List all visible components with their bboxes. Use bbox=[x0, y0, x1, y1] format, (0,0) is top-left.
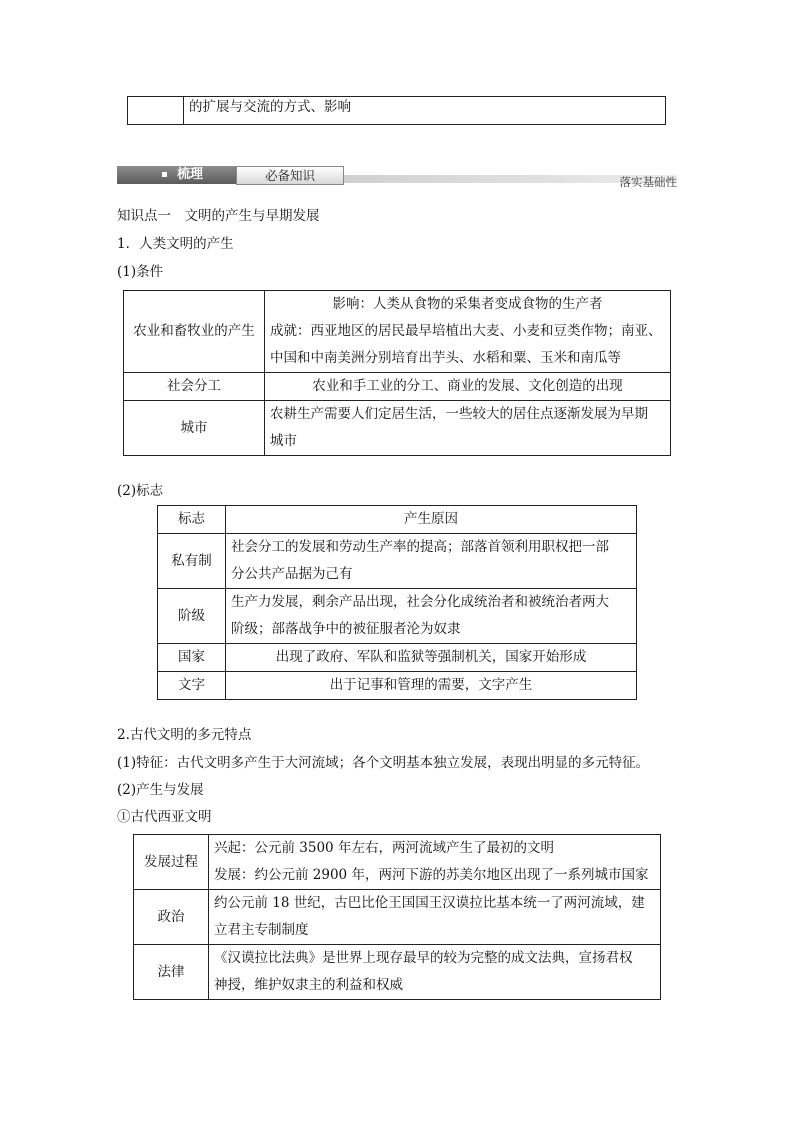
table-cell-label: 城市 bbox=[124, 401, 265, 456]
conditions-table bbox=[123, 290, 671, 456]
table-row bbox=[124, 401, 671, 456]
table-row bbox=[134, 890, 661, 945]
table-cell-content bbox=[209, 835, 661, 890]
content-line: 《汉谟拉比法典》是世界上现存最早的较为完整的成文法典，宣扬君权 bbox=[214, 950, 633, 966]
table-cell-label: 发展过程 bbox=[134, 835, 209, 890]
banner-dark-label: 梳理 bbox=[177, 167, 204, 182]
banner-right-label: 落实基础性 bbox=[619, 175, 677, 189]
table-row bbox=[124, 291, 671, 373]
table-cell-label: 社会分工 bbox=[124, 373, 265, 401]
top-table-right-cell: 的扩展与交流的方式、影响 bbox=[184, 97, 666, 125]
west-asia-label: ①古代西亚文明 bbox=[117, 809, 212, 825]
content-line: 分公共产品据为己有 bbox=[231, 566, 353, 582]
table-row bbox=[158, 534, 637, 589]
table-header-cell: 标志 bbox=[158, 506, 226, 534]
content-line: 城市 bbox=[270, 433, 297, 449]
table-cell-label: 私有制 bbox=[158, 534, 226, 589]
content-line: 成就：西亚地区的居民最早培植出大麦、小麦和豆类作物；南亚、 bbox=[270, 323, 662, 339]
table-cell-label: 阶级 bbox=[158, 589, 226, 644]
table-cell-content: 出于记事和管理的需要，文字产生 bbox=[226, 672, 637, 700]
content-line: 农耕生产需要人们定居生活，一些较大的居住点逐渐发展为早期 bbox=[270, 406, 648, 422]
square-bullet-icon bbox=[162, 172, 167, 177]
table-cell-content bbox=[265, 291, 671, 373]
sign-label: (2)标志 bbox=[117, 483, 164, 499]
content-line: 立君主专制制度 bbox=[214, 922, 309, 938]
content-line: 影响：人类从食物的采集者变成食物的生产者 bbox=[332, 296, 603, 312]
condition-label: (1)条件 bbox=[117, 264, 164, 280]
content-line: 兴起：公元前 3500 年左右，两河流域产生了最初的文明 bbox=[214, 840, 554, 856]
table-header-cell: 产生原因 bbox=[226, 506, 637, 534]
content-line: 阶级；部落战争中的被征服者沦为奴隶 bbox=[231, 621, 461, 637]
table-cell-label: 文字 bbox=[158, 672, 226, 700]
content-line: 中国和中南美洲分别培育出芋头、水稻和粟、玉米和南瓜等 bbox=[270, 350, 621, 366]
content-line: 约公元前 18 世纪，古巴比伦王国国王汉谟拉比基本统一了两河流域，建 bbox=[214, 895, 645, 911]
table-row bbox=[158, 589, 637, 644]
content-line: 神授，维护奴隶主的利益和权威 bbox=[214, 977, 403, 993]
table-cell-label: 农业和畜牧业的产生 bbox=[124, 291, 265, 373]
table-row bbox=[128, 97, 666, 125]
develop-label: (2)产生与发展 bbox=[117, 782, 204, 798]
section-banner bbox=[117, 148, 677, 190]
top-table-left-cell bbox=[128, 97, 184, 125]
table-cell-content bbox=[226, 589, 637, 644]
table-cell-label: 国家 bbox=[158, 644, 226, 672]
section-heading: 知识点一 文明的产生与早期发展 bbox=[117, 208, 320, 224]
table-cell-content bbox=[209, 945, 661, 1000]
subheading-2: 2.古代文明的多元特点 bbox=[117, 727, 252, 743]
table-cell-label: 法律 bbox=[134, 945, 209, 1000]
table-cell-content: 出现了政府、军队和监狱等强制机关，国家开始形成 bbox=[226, 644, 637, 672]
table-row bbox=[124, 373, 671, 401]
content-line: 生产力发展，剩余产品出现，社会分化成统治者和被统治者两大 bbox=[231, 594, 609, 610]
table-row bbox=[158, 644, 637, 672]
feature-text: (1)特征：古代文明多产生于大河流域；各个文明基本独立发展，表现出明显的多元特征。 bbox=[117, 755, 650, 771]
table-cell-label: 政治 bbox=[134, 890, 209, 945]
table-row bbox=[158, 672, 637, 700]
table-cell-content bbox=[226, 534, 637, 589]
subheading-1: 1．人类文明的产生 bbox=[117, 236, 234, 252]
table-row bbox=[134, 945, 661, 1000]
signs-table bbox=[157, 505, 637, 700]
table-header-row bbox=[158, 506, 637, 534]
content-line: 社会分工的发展和劳动生产率的提高；部落首领利用职权把一部 bbox=[231, 539, 609, 555]
table-cell-content bbox=[265, 401, 671, 456]
table-cell-content bbox=[209, 890, 661, 945]
west-asia-table bbox=[133, 834, 661, 1000]
banner-dark-tab bbox=[117, 166, 237, 184]
content-line: 发展：约公元前 2900 年，两河下游的苏美尔地区出现了一系列城市国家 bbox=[214, 867, 649, 883]
top-table bbox=[127, 96, 666, 125]
table-row bbox=[134, 835, 661, 890]
table-cell-content: 农业和手工业的分工、商业的发展、文化创造的出现 bbox=[265, 373, 671, 401]
banner-light-label: 必备知识 bbox=[236, 166, 344, 185]
